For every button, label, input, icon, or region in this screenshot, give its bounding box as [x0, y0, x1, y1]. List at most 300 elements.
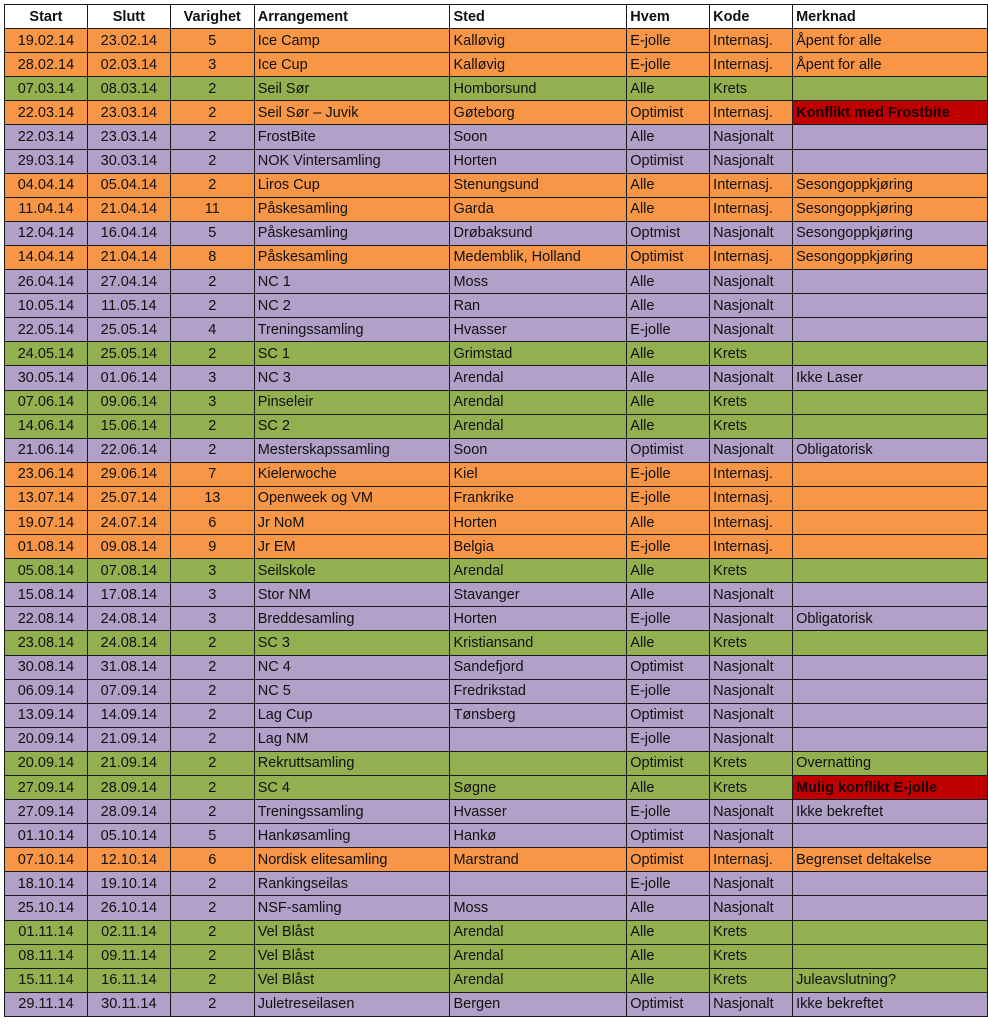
cell-merknad: [793, 414, 988, 438]
cell-arrangement: Påskesamling: [254, 221, 450, 245]
cell-varighet: 4: [170, 318, 254, 342]
cell-hvem: Alle: [627, 197, 710, 221]
cell-kode: Internasj.: [710, 53, 793, 77]
cell-varighet: 2: [170, 776, 254, 800]
cell-arrangement: Liros Cup: [254, 173, 450, 197]
cell-varighet: 2: [170, 77, 254, 101]
cell-sted: Arendal: [450, 968, 627, 992]
cell-arrangement: SC 1: [254, 342, 450, 366]
cell-merknad: [793, 77, 988, 101]
cell-kode: Nasjonalt: [710, 149, 793, 173]
cell-hvem: Optimist: [627, 848, 710, 872]
cell-hvem: Alle: [627, 342, 710, 366]
cell-kode: Nasjonalt: [710, 872, 793, 896]
header-hvem: Hvem: [627, 5, 710, 29]
cell-kode: Krets: [710, 414, 793, 438]
cell-start: 20.09.14: [5, 751, 88, 775]
cell-start: 01.11.14: [5, 920, 88, 944]
cell-start: 01.08.14: [5, 535, 88, 559]
cell-kode: Nasjonalt: [710, 800, 793, 824]
cell-arrangement: NC 2: [254, 294, 450, 318]
table-row: [5, 173, 988, 197]
cell-merknad: [793, 824, 988, 848]
cell-arrangement: SC 4: [254, 776, 450, 800]
cell-hvem: Alle: [627, 125, 710, 149]
cell-slutt: 24.07.14: [87, 510, 170, 534]
cell-hvem: E-jolle: [627, 872, 710, 896]
cell-merknad: Konflikt med Frostbite: [793, 101, 988, 125]
cell-slutt: 21.09.14: [87, 751, 170, 775]
table-row: [5, 53, 988, 77]
table-row: [5, 101, 988, 125]
cell-hvem: E-jolle: [627, 535, 710, 559]
cell-sted: Tønsberg: [450, 703, 627, 727]
table-row: [5, 270, 988, 294]
cell-kode: Nasjonalt: [710, 703, 793, 727]
cell-slutt: 15.06.14: [87, 414, 170, 438]
cell-kode: Nasjonalt: [710, 655, 793, 679]
table-row: [5, 414, 988, 438]
cell-arrangement: Stor NM: [254, 583, 450, 607]
cell-kode: Internasj.: [710, 101, 793, 125]
cell-merknad: [793, 294, 988, 318]
cell-merknad: [793, 727, 988, 751]
cell-hvem: Alle: [627, 920, 710, 944]
cell-hvem: Optimist: [627, 703, 710, 727]
cell-kode: Nasjonalt: [710, 607, 793, 631]
header-arrangement: Arrangement: [254, 5, 450, 29]
cell-slutt: 09.11.14: [87, 944, 170, 968]
cell-kode: Nasjonalt: [710, 583, 793, 607]
cell-start: 12.04.14: [5, 221, 88, 245]
cell-arrangement: Kielerwoche: [254, 462, 450, 486]
table-row: [5, 294, 988, 318]
cell-start: 24.05.14: [5, 342, 88, 366]
cell-arrangement: Seil Sør: [254, 77, 450, 101]
cell-start: 08.11.14: [5, 944, 88, 968]
cell-merknad: Ikke bekreftet: [793, 992, 988, 1016]
cell-merknad: [793, 535, 988, 559]
cell-sted: Homborsund: [450, 77, 627, 101]
cell-sted: Arendal: [450, 390, 627, 414]
cell-varighet: 3: [170, 559, 254, 583]
cell-sted: Horten: [450, 607, 627, 631]
cell-start: 30.08.14: [5, 655, 88, 679]
cell-varighet: 2: [170, 992, 254, 1016]
table-row: [5, 462, 988, 486]
cell-slutt: 29.06.14: [87, 462, 170, 486]
cell-sted: Kiel: [450, 462, 627, 486]
table-row: [5, 727, 988, 751]
cell-slutt: 24.08.14: [87, 631, 170, 655]
cell-sted: Stenungsund: [450, 173, 627, 197]
table-row: [5, 342, 988, 366]
cell-sted: Hvasser: [450, 800, 627, 824]
cell-start: 04.04.14: [5, 173, 88, 197]
cell-hvem: E-jolle: [627, 53, 710, 77]
cell-merknad: [793, 896, 988, 920]
table-row: [5, 872, 988, 896]
cell-merknad: [793, 462, 988, 486]
cell-varighet: 2: [170, 896, 254, 920]
cell-varighet: 2: [170, 270, 254, 294]
table-row: [5, 245, 988, 269]
cell-sted: Moss: [450, 270, 627, 294]
cell-slutt: 23.03.14: [87, 101, 170, 125]
cell-arrangement: FrostBite: [254, 125, 450, 149]
cell-sted: Bergen: [450, 992, 627, 1016]
cell-merknad: [793, 944, 988, 968]
cell-sted: Arendal: [450, 559, 627, 583]
cell-hvem: Alle: [627, 77, 710, 101]
cell-kode: Internasj.: [710, 848, 793, 872]
cell-merknad: Åpent for alle: [793, 53, 988, 77]
cell-sted: Grimstad: [450, 342, 627, 366]
cell-start: 19.02.14: [5, 29, 88, 53]
cell-arrangement: Ice Cup: [254, 53, 450, 77]
cell-kode: Krets: [710, 920, 793, 944]
cell-arrangement: Mesterskapssamling: [254, 438, 450, 462]
table-row: [5, 631, 988, 655]
cell-start: 07.03.14: [5, 77, 88, 101]
cell-merknad: Begrenset deltakelse: [793, 848, 988, 872]
cell-kode: Internasj.: [710, 245, 793, 269]
cell-slutt: 31.08.14: [87, 655, 170, 679]
cell-slutt: 14.09.14: [87, 703, 170, 727]
cell-hvem: Alle: [627, 776, 710, 800]
cell-varighet: 3: [170, 607, 254, 631]
cell-arrangement: SC 3: [254, 631, 450, 655]
cell-slutt: 09.08.14: [87, 535, 170, 559]
table-row: [5, 366, 988, 390]
cell-kode: Krets: [710, 751, 793, 775]
cell-kode: Nasjonalt: [710, 294, 793, 318]
cell-slutt: 12.10.14: [87, 848, 170, 872]
cell-hvem: Alle: [627, 366, 710, 390]
cell-varighet: 2: [170, 414, 254, 438]
cell-sted: [450, 751, 627, 775]
cell-varighet: 3: [170, 366, 254, 390]
cell-hvem: E-jolle: [627, 318, 710, 342]
cell-hvem: Optimist: [627, 101, 710, 125]
cell-varighet: 2: [170, 173, 254, 197]
cell-start: 29.03.14: [5, 149, 88, 173]
cell-start: 01.10.14: [5, 824, 88, 848]
cell-slutt: 02.11.14: [87, 920, 170, 944]
cell-sted: Horten: [450, 510, 627, 534]
cell-start: 13.07.14: [5, 486, 88, 510]
cell-varighet: 6: [170, 510, 254, 534]
cell-varighet: 9: [170, 535, 254, 559]
cell-start: 21.06.14: [5, 438, 88, 462]
cell-slutt: 02.03.14: [87, 53, 170, 77]
header-merknad: Merknad: [793, 5, 988, 29]
cell-kode: Internasj.: [710, 173, 793, 197]
table-row: [5, 968, 988, 992]
cell-start: 07.10.14: [5, 848, 88, 872]
cell-arrangement: Jr EM: [254, 535, 450, 559]
cell-varighet: 3: [170, 53, 254, 77]
cell-hvem: Optimist: [627, 824, 710, 848]
cell-kode: Nasjonalt: [710, 318, 793, 342]
cell-merknad: [793, 510, 988, 534]
table-row: [5, 944, 988, 968]
cell-start: 15.11.14: [5, 968, 88, 992]
cell-merknad: Juleavslutning?: [793, 968, 988, 992]
cell-start: 28.02.14: [5, 53, 88, 77]
cell-varighet: 5: [170, 29, 254, 53]
cell-arrangement: Vel Blåst: [254, 968, 450, 992]
cell-sted: Kalløvig: [450, 53, 627, 77]
cell-varighet: 2: [170, 101, 254, 125]
cell-hvem: E-jolle: [627, 800, 710, 824]
table-row: [5, 920, 988, 944]
cell-merknad: [793, 125, 988, 149]
table-row: [5, 390, 988, 414]
cell-sted: Garda: [450, 197, 627, 221]
cell-arrangement: Jr NoM: [254, 510, 450, 534]
cell-hvem: E-jolle: [627, 607, 710, 631]
cell-merknad: Sesongoppkjøring: [793, 245, 988, 269]
cell-slutt: 27.04.14: [87, 270, 170, 294]
cell-kode: Nasjonalt: [710, 221, 793, 245]
cell-merknad: [793, 703, 988, 727]
cell-kode: Krets: [710, 631, 793, 655]
cell-hvem: Alle: [627, 294, 710, 318]
cell-varighet: 11: [170, 197, 254, 221]
cell-merknad: [793, 149, 988, 173]
cell-varighet: 2: [170, 872, 254, 896]
cell-merknad: [793, 342, 988, 366]
table-row: [5, 583, 988, 607]
cell-slutt: 28.09.14: [87, 800, 170, 824]
cell-sted: Arendal: [450, 366, 627, 390]
cell-merknad: [793, 655, 988, 679]
cell-slutt: 21.04.14: [87, 197, 170, 221]
cell-sted: Gøteborg: [450, 101, 627, 125]
cell-kode: Krets: [710, 944, 793, 968]
cell-merknad: [793, 583, 988, 607]
cell-hvem: Alle: [627, 631, 710, 655]
cell-varighet: 5: [170, 221, 254, 245]
cell-start: 14.04.14: [5, 245, 88, 269]
cell-slutt: 23.02.14: [87, 29, 170, 53]
cell-slutt: 25.05.14: [87, 318, 170, 342]
cell-hvem: Optimist: [627, 992, 710, 1016]
cell-sted: Belgia: [450, 535, 627, 559]
cell-start: 30.05.14: [5, 366, 88, 390]
cell-kode: Krets: [710, 968, 793, 992]
cell-slutt: 25.07.14: [87, 486, 170, 510]
cell-slutt: 17.08.14: [87, 583, 170, 607]
cell-sted: Stavanger: [450, 583, 627, 607]
cell-varighet: 2: [170, 125, 254, 149]
table-row: [5, 848, 988, 872]
cell-varighet: 13: [170, 486, 254, 510]
cell-arrangement: NOK Vintersamling: [254, 149, 450, 173]
cell-kode: Internasj.: [710, 197, 793, 221]
cell-arrangement: NC 4: [254, 655, 450, 679]
cell-arrangement: Rankingseilas: [254, 872, 450, 896]
cell-start: 10.05.14: [5, 294, 88, 318]
cell-start: 27.09.14: [5, 776, 88, 800]
cell-kode: Nasjonalt: [710, 125, 793, 149]
cell-slutt: 25.05.14: [87, 342, 170, 366]
cell-merknad: [793, 559, 988, 583]
table-row: [5, 992, 988, 1016]
cell-hvem: Optimist: [627, 751, 710, 775]
cell-hvem: Optmist: [627, 221, 710, 245]
cell-arrangement: Vel Blåst: [254, 944, 450, 968]
cell-kode: Krets: [710, 77, 793, 101]
cell-sted: Moss: [450, 896, 627, 920]
cell-slutt: 07.08.14: [87, 559, 170, 583]
cell-hvem: Alle: [627, 559, 710, 583]
cell-sted: Soon: [450, 438, 627, 462]
table-body: [5, 29, 988, 1017]
cell-sted: Arendal: [450, 920, 627, 944]
cell-slutt: 01.06.14: [87, 366, 170, 390]
cell-arrangement: NC 3: [254, 366, 450, 390]
schedule-table: [4, 4, 988, 1017]
table-row: [5, 800, 988, 824]
cell-arrangement: Ice Camp: [254, 29, 450, 53]
cell-kode: Internasj.: [710, 535, 793, 559]
table-row: [5, 486, 988, 510]
cell-slutt: 05.04.14: [87, 173, 170, 197]
cell-start: 19.07.14: [5, 510, 88, 534]
cell-sted: Kalløvig: [450, 29, 627, 53]
cell-varighet: 3: [170, 583, 254, 607]
cell-hvem: Alle: [627, 414, 710, 438]
cell-slutt: 26.10.14: [87, 896, 170, 920]
cell-arrangement: Seilskole: [254, 559, 450, 583]
cell-slutt: 24.08.14: [87, 607, 170, 631]
cell-varighet: 2: [170, 438, 254, 462]
header-kode: Kode: [710, 5, 793, 29]
cell-slutt: 30.03.14: [87, 149, 170, 173]
cell-start: 13.09.14: [5, 703, 88, 727]
cell-merknad: [793, 486, 988, 510]
cell-merknad: [793, 679, 988, 703]
header-sted: Sted: [450, 5, 627, 29]
cell-hvem: Alle: [627, 390, 710, 414]
cell-start: 05.08.14: [5, 559, 88, 583]
table-row: [5, 149, 988, 173]
cell-hvem: E-jolle: [627, 462, 710, 486]
cell-varighet: 2: [170, 703, 254, 727]
cell-arrangement: Openweek og VM: [254, 486, 450, 510]
cell-merknad: [793, 631, 988, 655]
cell-start: 07.06.14: [5, 390, 88, 414]
header-varighet: Varighet: [170, 5, 254, 29]
cell-sted: Hankø: [450, 824, 627, 848]
table-row: [5, 197, 988, 221]
cell-start: 29.11.14: [5, 992, 88, 1016]
cell-slutt: 05.10.14: [87, 824, 170, 848]
cell-sted: Medemblik, Holland: [450, 245, 627, 269]
cell-kode: Nasjonalt: [710, 727, 793, 751]
cell-varighet: 2: [170, 149, 254, 173]
cell-arrangement: Treningssamling: [254, 800, 450, 824]
cell-slutt: 16.11.14: [87, 968, 170, 992]
cell-merknad: Sesongoppkjøring: [793, 221, 988, 245]
cell-merknad: Ikke bekreftet: [793, 800, 988, 824]
cell-hvem: Alle: [627, 944, 710, 968]
cell-hvem: Alle: [627, 968, 710, 992]
cell-hvem: E-jolle: [627, 486, 710, 510]
cell-slutt: 19.10.14: [87, 872, 170, 896]
cell-kode: Nasjonalt: [710, 366, 793, 390]
table-row: [5, 438, 988, 462]
cell-kode: Krets: [710, 776, 793, 800]
cell-slutt: 21.09.14: [87, 727, 170, 751]
cell-slutt: 09.06.14: [87, 390, 170, 414]
cell-kode: Nasjonalt: [710, 270, 793, 294]
cell-varighet: 2: [170, 800, 254, 824]
table-row: [5, 679, 988, 703]
cell-kode: Nasjonalt: [710, 824, 793, 848]
cell-arrangement: NSF-samling: [254, 896, 450, 920]
cell-arrangement: Hankøsamling: [254, 824, 450, 848]
cell-merknad: [793, 920, 988, 944]
cell-varighet: 2: [170, 679, 254, 703]
cell-arrangement: Påskesamling: [254, 197, 450, 221]
cell-sted: Sandefjord: [450, 655, 627, 679]
cell-hvem: Alle: [627, 173, 710, 197]
cell-slutt: 16.04.14: [87, 221, 170, 245]
cell-hvem: Alle: [627, 583, 710, 607]
table-row: [5, 77, 988, 101]
cell-arrangement: Vel Blåst: [254, 920, 450, 944]
cell-sted: Ran: [450, 294, 627, 318]
cell-merknad: Sesongoppkjøring: [793, 173, 988, 197]
cell-slutt: 11.05.14: [87, 294, 170, 318]
table-row: [5, 535, 988, 559]
header-row: [5, 5, 988, 29]
cell-arrangement: Rekruttsamling: [254, 751, 450, 775]
cell-start: 26.04.14: [5, 270, 88, 294]
cell-varighet: 2: [170, 968, 254, 992]
cell-arrangement: Pinseleir: [254, 390, 450, 414]
cell-arrangement: Lag Cup: [254, 703, 450, 727]
cell-slutt: 28.09.14: [87, 776, 170, 800]
cell-sted: [450, 727, 627, 751]
table-row: [5, 510, 988, 534]
table-row: [5, 125, 988, 149]
cell-varighet: 2: [170, 920, 254, 944]
cell-start: 27.09.14: [5, 800, 88, 824]
cell-sted: Arendal: [450, 414, 627, 438]
cell-start: 22.05.14: [5, 318, 88, 342]
cell-hvem: Alle: [627, 510, 710, 534]
cell-sted: Fredrikstad: [450, 679, 627, 703]
cell-hvem: E-jolle: [627, 29, 710, 53]
cell-start: 22.08.14: [5, 607, 88, 631]
cell-merknad: [793, 390, 988, 414]
cell-kode: Nasjonalt: [710, 438, 793, 462]
cell-sted: Hvasser: [450, 318, 627, 342]
cell-merknad: [793, 318, 988, 342]
cell-sted: Søgne: [450, 776, 627, 800]
cell-varighet: 7: [170, 462, 254, 486]
cell-arrangement: Breddesamling: [254, 607, 450, 631]
cell-hvem: Optimist: [627, 655, 710, 679]
cell-slutt: 21.04.14: [87, 245, 170, 269]
cell-hvem: Alle: [627, 896, 710, 920]
table-row: [5, 607, 988, 631]
cell-varighet: 6: [170, 848, 254, 872]
